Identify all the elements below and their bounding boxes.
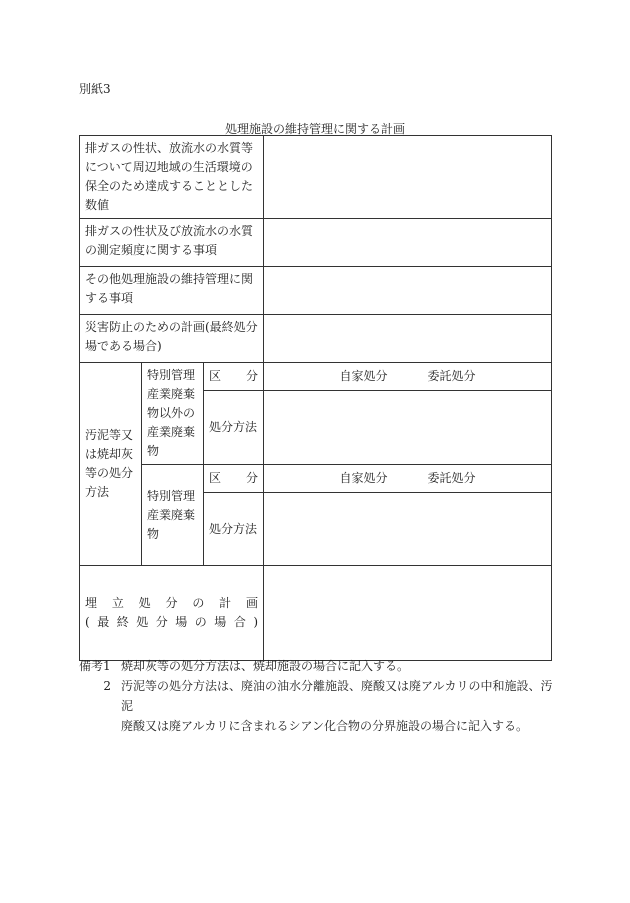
category-options-1[interactable] (264, 363, 552, 391)
label-category-1: 区 分 (204, 363, 264, 391)
label-special-waste: 特別管理産業廃棄物 (142, 465, 204, 566)
landfill-label-line1: 埋立処分の計画 (85, 596, 259, 610)
row-label-disaster-prevention: 災害防止のための計画(最終処分場である場合) (80, 315, 264, 363)
row-label-measurement-frequency: 排ガスの性状及び放流水の水質の測定頻度に関する事項 (80, 219, 264, 267)
category-options-2[interactable] (264, 465, 552, 493)
document-title: 処理施設の維持管理に関する計画 (224, 122, 405, 136)
row-label-sludge-disposal: 汚泥等又は焼却灰等の処分方法 (80, 363, 142, 566)
row-label-landfill-plan (80, 566, 264, 661)
input-landfill-plan[interactable] (264, 566, 552, 661)
input-emission-values[interactable] (264, 136, 552, 219)
maintenance-plan-table (79, 135, 552, 661)
row-label-other-maintenance: その他処理施設の維持管理に関する事項 (80, 267, 264, 315)
row-label-emission-values: 排ガスの性状、放流水の水質等について周辺地域の生活環境の保全のため達成することとした数値 (80, 136, 264, 219)
notes-section (79, 656, 559, 736)
label-non-special-waste: 特別管理産業廃棄物以外の産業廃棄物 (142, 363, 204, 465)
landfill-label-line2: (最終処分場の場合) (85, 615, 259, 629)
label-category-2: 区 分 (204, 465, 264, 493)
note-1-text: 焼却灰等の処分方法は、焼却施設の場合に記入する。 (121, 659, 410, 673)
input-disposal-method-2[interactable] (264, 493, 552, 566)
option-self-disposal-1[interactable]: 自家処分 (339, 369, 388, 384)
input-other-maintenance[interactable] (264, 267, 552, 315)
notes-heading: 備考1 (79, 659, 111, 673)
note-2-text-line1: 汚泥等の処分方法は、廃油の油水分離施設、廃酸又は廃アルカリの中和施設、汚泥 (121, 679, 553, 713)
page-label: 別紙3 (79, 82, 111, 96)
input-disaster-prevention[interactable] (264, 315, 552, 363)
option-consign-disposal-1[interactable]: 委託処分 (427, 369, 476, 384)
note-2-number: 2 (103, 679, 111, 693)
label-disposal-method-2: 処分方法 (204, 493, 264, 566)
label-disposal-method-1: 処分方法 (204, 391, 264, 465)
note-2-text-line2: 廃酸又は廃アルカリに含まれるシアン化合物の分界施設の場合に記入する。 (121, 719, 529, 733)
option-consign-disposal-2[interactable]: 委託処分 (427, 471, 476, 485)
option-self-disposal-2[interactable]: 自家処分 (339, 471, 388, 485)
input-disposal-method-1[interactable] (264, 391, 552, 465)
input-measurement-frequency[interactable] (264, 219, 552, 267)
